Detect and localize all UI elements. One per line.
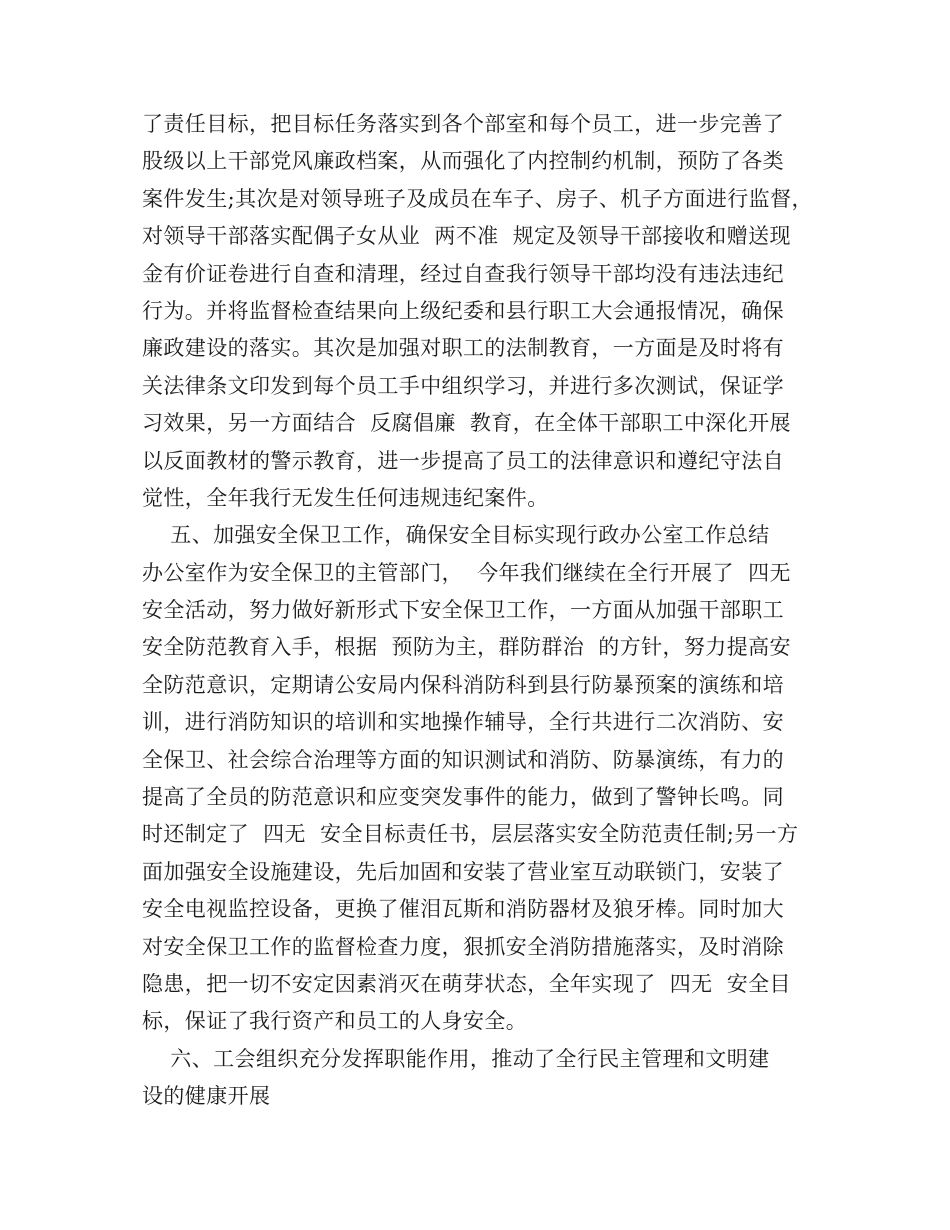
body-line: 对领导干部落实配偶子女从业 两不准 规定及领导干部接收和赠送现: [142, 224, 791, 249]
body-line: 对安全保卫工作的监督检查力度，狠抓安全消防措施落实，及时消除: [142, 934, 784, 959]
body-line: 案件发生;其次是对领导班子及成员在车子、房子、机子方面进行监督，: [142, 186, 813, 211]
body-line: 安全电视监控设备，更换了催泪瓦斯和消防器材及狼牙棒。同时加大: [142, 897, 784, 922]
body-line: 隐患，把一切不安定因素消灭在萌芽状态，全年实现了 四无 安全目: [142, 971, 791, 996]
section-heading-line: 五、加强安全保卫工作，确保安全目标实现行政办公室工作总结: [142, 523, 770, 548]
body-line: 股级以上干部党风廉政档案，从而强化了内控制约机制，预防了各类: [142, 149, 784, 174]
body-line: 全保卫、社会综合治理等方面的知识测试和消防、防暴演练，有力的: [142, 747, 784, 772]
body-line: 提高了全员的防范意识和应变突发事件的能力，做到了警钟长鸣。同: [142, 785, 784, 810]
body-line: 觉性，全年我行无发生任何违规违纪案件。: [142, 485, 549, 510]
body-line: 了责任目标，把目标任务落实到各个部室和每个员工，进一步完善了: [142, 112, 784, 136]
body-line: 习效果，另一方面结合 反腐倡廉 教育，在全体干部职工中深化开展: [142, 411, 791, 436]
body-line: 金有价证卷进行自查和清理，经过自查我行领导干部均没有违法违纪: [142, 261, 784, 286]
document-body: [142, 106, 842, 1116]
body-line: 以反面教材的警示教育，进一步提高了员工的法律意识和遵纪守法自: [142, 448, 784, 473]
body-line: 廉政建设的落实。其次是加强对职工的法制教育，一方面是及时将有: [142, 336, 784, 361]
section-heading-line: 六、工会组织充分发挥职能作用，推动了全行民主管理和文明建: [142, 1046, 770, 1071]
body-line: 办公室作为安全保卫的主管部门， 今年我们继续在全行开展了 四无: [142, 560, 791, 585]
body-line: 训，进行消防知识的培训和实地操作辅导，全行共进行二次消防、安: [142, 710, 784, 735]
body-line: 关法律条文印发到每个员工手中组织学习，并进行多次测试，保证学: [142, 373, 784, 398]
body-line: 时还制定了 四无 安全目标责任书，层层落实安全防范责任制;另一方: [142, 822, 799, 847]
body-line: 全防范意识，定期请公安局内保科消防科到县行防暴预案的演练和培: [142, 672, 784, 697]
body-line: 安全活动，努力做好新形式下安全保卫工作，一方面从加强干部职工: [142, 598, 784, 623]
body-line: 标，保证了我行资产和员工的人身安全。: [142, 1009, 528, 1034]
body-line: 行为。并将监督检查结果向上级纪委和县行职工大会通报情况，确保: [142, 298, 784, 323]
body-line: 面加强安全设施建设，先后加固和安装了营业室互动联锁门，安装了: [142, 859, 784, 884]
section-heading-line: 设的健康开展: [142, 1084, 271, 1109]
body-line: 安全防范教育入手，根据 预防为主，群防群治 的方针，努力提高安: [142, 635, 791, 660]
